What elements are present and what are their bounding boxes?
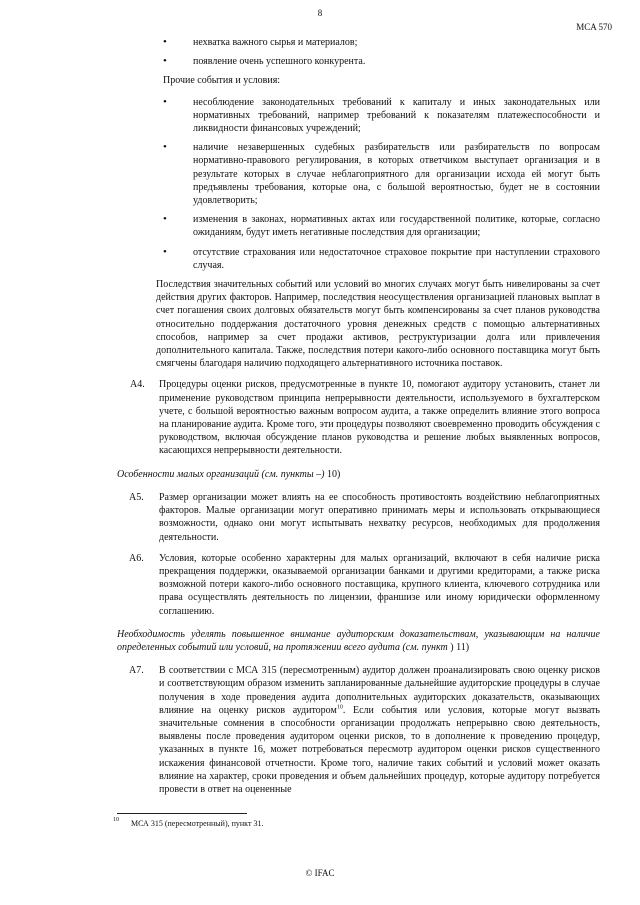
list-item-text: появление очень успешного конкурента. xyxy=(193,56,366,68)
bullet-icon: • xyxy=(163,213,167,226)
footnote-text: МСА 315 (пересмотренный), пункт 31. xyxy=(131,819,264,828)
paragraph-a4 xyxy=(0,378,640,457)
paragraph-text xyxy=(159,665,600,795)
footnote-reference[interactable]: 10 xyxy=(336,704,343,711)
document-id: MCA 570 xyxy=(576,22,612,32)
list-item xyxy=(0,36,640,49)
paragraph-text-part: . Если события или условия, которые могут вызвать значительные сомнения в способности организации продолжать непрерывно свою деятельность, выявлены после проведения аудитором оценки рисков, то в дополнение к проведению процедур, указанных в пункте 16, может потребоваться пересмотр аудитором оценки рисков существенного искажения финансовой отчетности. Кроме того, наличие таких событий и условий может оказать влияние на характер, сроки проведения и объем дальнейших процедур, которые аудитору потребуется провести в ответ на оцененные xyxy=(159,704,600,795)
list-item-text: наличие незавершенных судебных разбирательств или разбирательств по вопросам нормативно-правового регулирования, в которых ответчиком выступает организация и в результате которых в случае неблагоприятного для организации исхода ей могут быть предъявлены требования, которые она, с большой вероятностью, будет не в состоянии удовлетворить; xyxy=(193,142,600,207)
document-body xyxy=(0,36,640,804)
list-item xyxy=(0,96,640,136)
bullet-icon: • xyxy=(163,95,167,108)
heading-reference: ) 11) xyxy=(447,641,470,653)
heading-reference: 10) xyxy=(324,468,341,480)
list-item xyxy=(0,213,640,239)
list-item-text: отсутствие страхования или недостаточное страховое покрытие при наступлении страхового случая. xyxy=(193,246,600,271)
paragraph-text: Условия, которые особенно характерны для малых организаций, включают в себя наличие риска прекращения поддержки, оказываемой организации банками и другими кредиторами, а также риска возможной потери какого-либо основного поставщика, крупного клиента, ключевого сотрудника или права осуществлять деятельность по лицензии, франшизе или иному юридически оформленному соглашению. xyxy=(159,552,600,617)
paragraph-a6 xyxy=(0,552,640,618)
paragraph-label: A6. xyxy=(129,552,144,564)
paragraph-label: A7. xyxy=(129,665,144,677)
list-item-text: нехватка важного сырья и материалов; xyxy=(193,37,358,48)
subheading-other-events: Прочие события и условия: xyxy=(163,75,281,87)
footnote xyxy=(113,819,263,828)
footnote-divider xyxy=(117,813,247,814)
heading-italic-text: Необходимость уделять повышенное внимание аудиторским доказательствам, указывающим на наличие определенных событий или условий, на протяжении всего аудита (см. пункт xyxy=(117,628,600,653)
paragraph-label: A5. xyxy=(129,491,144,503)
paragraph-text: Размер организации может влиять на ее способность противостоять воздействию неблагоприятных факторов. Малые организации могут оперативно принимать меры и использовать открывающиеся возможности, однако они могут испытывать нехватку ресурсов, необходимых для продолжения деятельности. xyxy=(159,491,600,543)
list-item xyxy=(0,141,640,207)
heading-italic-text: Особенности малых организаций (см. пункты –) xyxy=(117,468,325,480)
section-heading-audit-evidence xyxy=(0,628,640,654)
consequences-paragraph: Последствия значительных событий или условий во многих случаях могут быть нивелированы за счет действия других факторов. Например, последствия неосуществления организацией плановых выплат в счет погашения своих долговых обязательств могут быть компенсированы за счет планов руководства относительно поддержания достаточного уровня денежных средств с помощью альтернативных способов, например за счет продажи активов, реструктуризации долга или привлечения дополнительного капитала. Также, последствия потери какого-либо основного поставщика могут быть смягчены благодаря наличию подходящего альтернативного источника поставок. xyxy=(156,279,600,370)
bullet-icon: • xyxy=(163,36,167,48)
section-heading-small-entities xyxy=(0,468,640,481)
paragraph-a7 xyxy=(0,664,640,796)
paragraph-text-part: В соответствии с МСА 315 (пересмотренным) аудитор должен проанализировать свою оценку рисков и соответствующим образом изменить запланированные дальнейшие аудиторские процедуры в случае получения в ходе проведения аудита дополнительных аудиторских доказательств, оказывающих влияние на оценку рисков аудитором xyxy=(159,665,600,716)
paragraph-a5 xyxy=(0,491,640,544)
list-item xyxy=(0,246,640,272)
footer-copyright: © IFAC xyxy=(305,868,335,878)
list-item-text: несоблюдение законодательных требований к капиталу и иных законодательных или нормативных требований, например требований к показателям платежеспособности и ликвидности финансовых учреждений; xyxy=(193,96,600,135)
bullet-icon: • xyxy=(163,245,167,258)
bullet-icon: • xyxy=(163,141,167,154)
list-item xyxy=(0,55,640,68)
paragraph-text: Процедуры оценки рисков, предусмотренные в пункте 10, помогают аудитору установить, станет ли применение руководством принципа непрерывности деятельности, используемого в бухгалтерском учете, с большой вероятностью важным вопросом аудита, а также определить влияние этого вопроса на планирование аудита. Кроме того, эти процедуры позволяют своевременно проводить обсуждения с руководством, включая обсуждение планов руководства и решение любых выявленных вопросов, касающихся непрерывности деятельности. xyxy=(159,379,600,457)
page-number: 8 xyxy=(317,8,323,18)
footnote-mark: 10 xyxy=(113,817,119,823)
paragraph-label: A4. xyxy=(130,379,145,391)
bullet-icon: • xyxy=(163,55,167,68)
list-item-text: изменения в законах, нормативных актах или государственной политике, которые, согласно ожиданиям, будут иметь негативные последствия для организации; xyxy=(193,214,600,239)
